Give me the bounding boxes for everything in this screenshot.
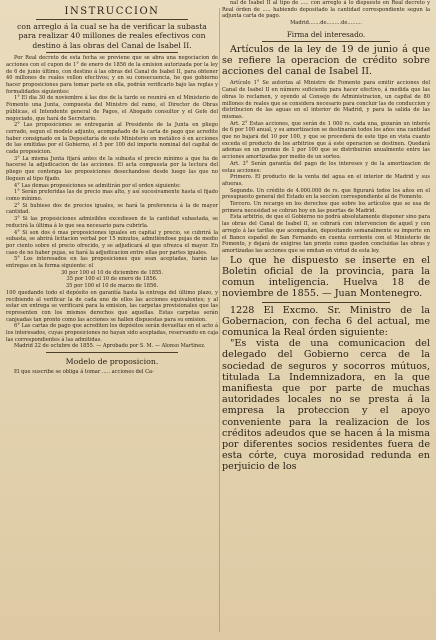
payment-line: 30 por 100 el 10 de diciembre de 1855.	[60, 269, 164, 276]
article-paragraph: Tercero. Un recargo en los derechos que sobre los artículos que se usa de primera necesidad se cobran hoy en las puertas de Madrid.	[222, 201, 430, 214]
date-line: Madrid.......de.........de.........	[290, 20, 362, 27]
article-paragraph: Art. 2° Estas acciones, que serán de 1 000 rs. cada una, gozarán un interés de 6 por 100 anual, y su amortizacion se destinarán todos los años una cantidad que no bajará del 10 por 100, y que se procederá de este tipo en vista cuanto exceda el producto de los arbitrios que á este operacion se destinen. Quedará ademas en un premio de 1 por 100 que se distribuirán anualmente entre las acciones amortizadas por medio de un sorteo.	[222, 120, 430, 161]
paragraph: 3° La misma Junta fijará antes de la subasta el precio mínimo a que ha de hacerse la adjudicacion de las acciones. El acta compuesta por la lectura del pliego que contenga las proposiciones desechandose desde luego las que no lleguen al tipo fijado.	[6, 155, 218, 182]
title-rule	[36, 19, 188, 20]
section-rule	[46, 352, 178, 353]
notice-text: El Excmo. Sr. Ministro de la Gobernacion, con fecha 6 del actual, me comunica la Real órden siguiente:	[222, 304, 430, 338]
section-rule	[262, 302, 390, 303]
modelo-text: El que suscribe se obliga á tomar ..... acciones del Ca-	[14, 369, 154, 376]
article-paragraph: Art. 3° Serán garantía del pago de los intereses y de la amortizacion de estas acciones:	[222, 160, 430, 174]
paragraph: 5° Los interesados en las proposiciones que sean aceptadas, harán las entregas en la forma siguiente: el	[6, 256, 218, 270]
notice-body: "Es vista de una comunicacion del delegado del Gobierno cerca de la sociedad de seguros y socorros mútuos, titulada La Indemnizadora, en la que manifiesta que por parte de muchas autoridades locales no se presta á la empresa la proteccion y el apoyo conveniente para la realizacion de los créditos adeudos que se hacen á la misma por diferentes socios residentes fuera de esta córte, cuya morosidad redunda en perjuicio de los	[222, 338, 430, 473]
paragraph: 4° Las demas proposiciones se admitirán por el orden siguiente:	[14, 182, 181, 189]
left-column	[6, 0, 218, 640]
closing-paragraph: Lo que he dispuesto se inserte en el Boletin oficial de la provincia, para la comun inteligencia. Huelva 18 de noviembre de 1855. — Juan Montenegro.	[222, 254, 430, 300]
paragraph: 100 quedando todo el depósito en garantía hasta la entrega del último plazo, y recibiendo al verificar la de cada uno de ellos las acciones equivalentes; y al estar en entrega se verificará para la emision, las carpetas provisionales que las representen con los mismos derechos que aquellas. Estas carpetas serán canjeadas tan pronto como las acciones se hallen dispuestas para su emision.	[6, 289, 218, 323]
paragraph: 2° Las proposiciones se entregarán al Presidente de la Junta en pliego cerrado, segun el modelo adjunto, acompañado de la carta de pago que acredite haber consignado en la Depositaría de este Ministerio en metálico ó en acciones de las emitidas por el Gobierno, el 5 por 100 del importe nominal del capital de cada proposicion.	[6, 122, 218, 156]
paragraph: 4° Si son dos ó mas proposiciones iguales en capital y precio, se cubrirá la subasta, se abrirá licitacion verbal por 15 minutos, admitiéndose pujas de medio por ciento sobre el precio ofrecido, y se adjudicará al que ofrezca el mayor. En caso de no haber pujas, se hará la adjudicacion entre ellas por partes iguales.	[6, 229, 218, 256]
paragraph: 1° Serán preferidas las de precio mas alto, y así sucesivamente hasta el fijado como mínimo.	[6, 189, 218, 202]
instruction-subtitle: con arreglo á la cual se ha de verificar la subasta para realizar 40 millones de reales efectivos con destino á las obras del Canal de Isabel II.	[17, 22, 207, 50]
paragraph: 1° El dia 30 de noviembre á las dos de la tarde se reunirá en el Ministerio de Fomento una Junta, compuesta del Ministro del ramo, el Director de Obras públicas, el Intendente general de Pagos, el Abogado consultor y el Gefe del negociado, que hará de Secretario.	[6, 95, 218, 122]
articles-intro: Artículos de la ley de 19 de junio á que se refiere la operacion de crédito sobre acciones del canal de Isabel II.	[222, 43, 430, 78]
article-paragraph: Esta arbitrio, de que el Gobierno no podrá absolutamente disponer sino para las obras del Canal de Isabel II, se cobrará con intervencion de aquel y con arreglo á las tarifas que acompañan, depositando semanalmente su importe en el Banco español de San Fernando en cuenta corriente con el Ministerio de Fomento, y dejará de exigirse tan pronto como queden concluidas las obras y amortizadas las acciones que se emitan en virtud de esta ley.	[222, 214, 430, 254]
instruction-title: INSTRUCCION	[64, 6, 160, 17]
article-paragraph: Segundo. Un crédito de 4.000.000 de rs. que figurará todos los años en el presupuesto general del Estado en la seccion correspondiente al de Fomento.	[222, 187, 430, 201]
subtitle-rule	[46, 52, 178, 53]
paragraph: 3° Si las proposiciones admisibles excediesen de la cantidad subastada, se reducirá la última á lo que sea necesario para cubrirla.	[6, 216, 218, 229]
column-divider	[219, 8, 220, 632]
paragraph: 6° Las cartas de pago que acrediten los depósitos serán devueltas en el acto á los interesados, cuyas proposiciones no hayan sido aceptadas, reservando en caja las correspondientes á las admitidas.	[6, 323, 218, 343]
paragraph: Por Real decreto de esta fecha se previene que se abra una negociacion de acciones con el cupon de 1° de enero de 1856 de la emision autorizada por la ley de 6 de junio último, con destino á las obras del Canal de Isabel II, para obtener 40 millones de reales vellon efectivos; y en su consecuencia, he que gobierno hacer proposiciones para tomar parte en ella, podrán verificarlo bajo las reglas y formalidades siguientes:	[6, 55, 218, 95]
article-paragraph: Artículo 1° Se autoriza al Ministro de Fomento para emitir acciones del Canal de Isabel II en número suficiente para hacer efectivo, á medida que las obras lo reclamen, y oyendo al Consejo de Administracion, un capital de 80 millones de reales que se considera necesario para concluir las de conduccion y distribucion de las aguas en el interior de Madrid, y para la salida de las mismas.	[222, 80, 430, 120]
payment-line: 35 por 100 el 10 de marzo de 1856.	[65, 283, 159, 290]
notice-number: 1228	[230, 304, 255, 316]
section-rule	[262, 41, 390, 42]
notice-paragraph	[222, 305, 430, 339]
paragraph: nal de Isabel II al tipo de ..... con arreglo á lo dispuesto en Real decreto y Real órden de ..... habiendo depositado la cantidad correspondiente segun la adjunta carta de pago.	[222, 0, 430, 20]
paragraph: Madrid 22 de octubre de 1855. — Aprobado por S. M. — Alonso Martinez.	[14, 343, 206, 350]
payment-line: 35 por 100 el 10 de enero de 1856.	[66, 276, 158, 283]
modelo-heading: Modelo de proposicion.	[65, 357, 159, 367]
article-paragraph: Primero. El producto de la venta del agua en el interior de Madrid y sus afueras.	[222, 174, 430, 187]
paragraph: 2° Si hubiese dos de precios iguales, se hará la preferencia á la de mayor cantidad.	[6, 202, 218, 216]
right-column	[222, 0, 430, 640]
signature-line: Firma del interesado.	[286, 29, 366, 39]
